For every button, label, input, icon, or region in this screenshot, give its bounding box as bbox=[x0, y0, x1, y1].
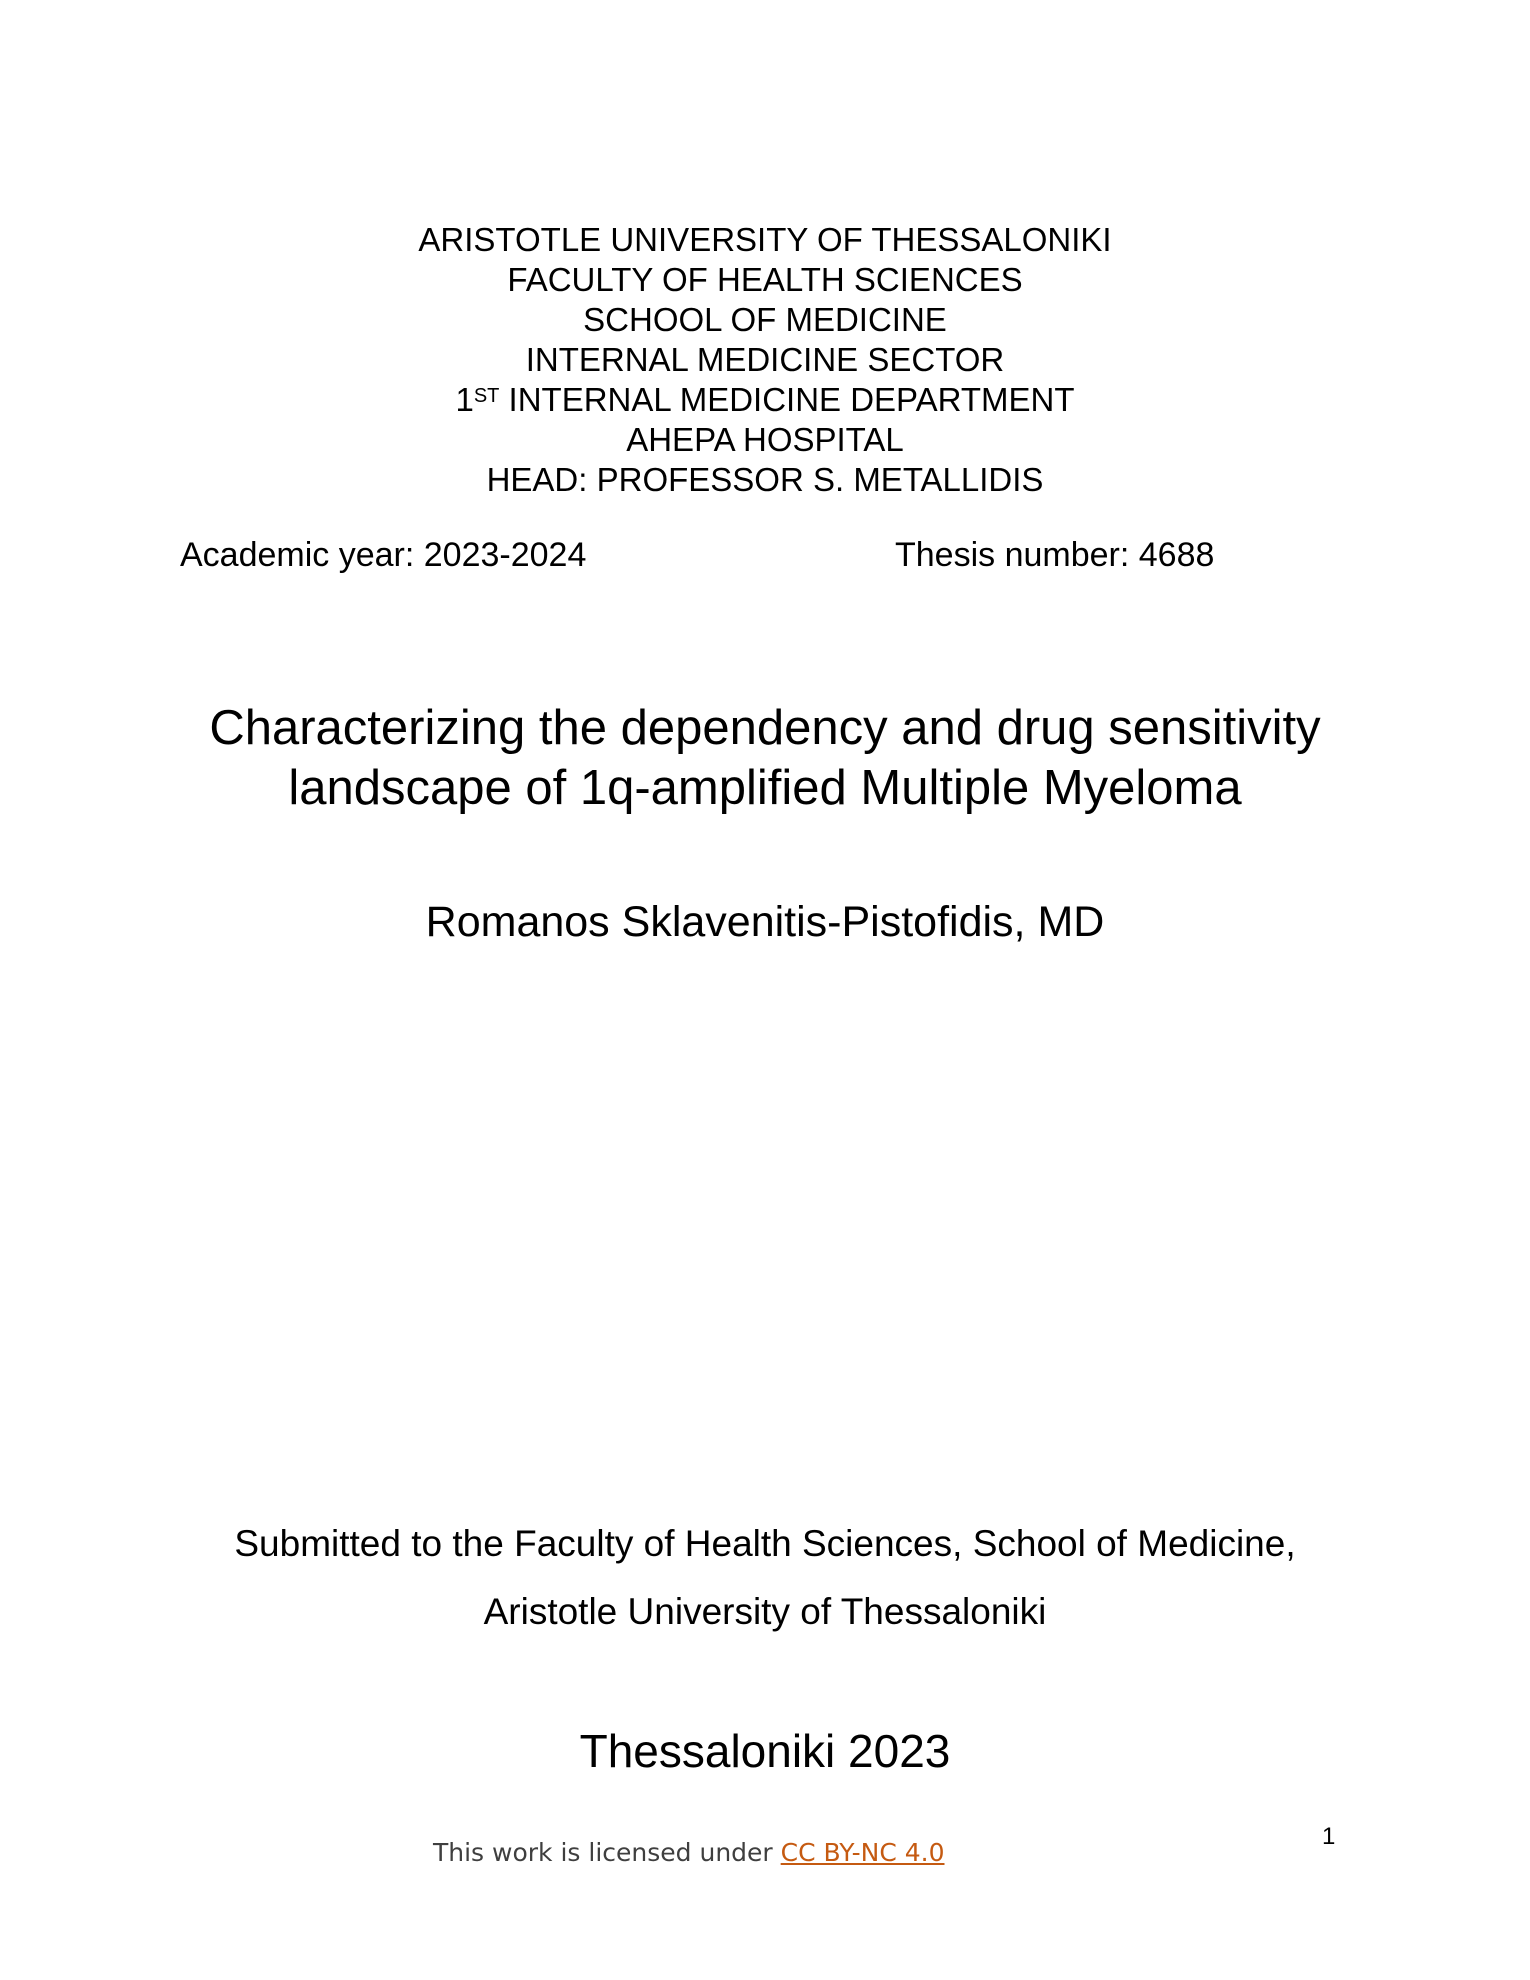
thesis-title-line-1: Characterizing the dependency and drug sensitivity bbox=[209, 701, 1321, 755]
department-name bbox=[0, 380, 1530, 420]
page-number: 1 bbox=[1322, 1823, 1336, 1850]
academic-year: Academic year: 2023-2024 bbox=[180, 536, 587, 574]
license-notice bbox=[433, 1838, 945, 1867]
university-name: ARISTOTLE UNIVERSITY OF THESSALONIKI bbox=[418, 221, 1112, 258]
sector-name: INTERNAL MEDICINE SECTOR bbox=[525, 341, 1005, 378]
license-link[interactable]: CC BY-NC 4.0 bbox=[780, 1838, 945, 1867]
author-name: Romanos Sklavenitis-Pistofidis, MD bbox=[425, 898, 1105, 946]
department-label: INTERNAL MEDICINE DEPARTMENT bbox=[499, 381, 1075, 418]
school-name: SCHOOL OF MEDICINE bbox=[583, 301, 947, 338]
submission-statement bbox=[0, 1510, 1530, 1646]
place-and-year: Thessaloniki 2023 bbox=[579, 1725, 951, 1777]
thesis-title-line-2: landscape of 1q-amplified Multiple Myeloma bbox=[288, 761, 1242, 815]
institution-header bbox=[0, 220, 1530, 500]
department-ordinal-suffix: ST bbox=[473, 385, 500, 407]
department-ordinal: 1 bbox=[455, 381, 474, 418]
license-text: This work is licensed under bbox=[433, 1838, 781, 1867]
hospital-name: AHEPA HOSPITAL bbox=[626, 421, 904, 458]
thesis-title bbox=[0, 698, 1530, 818]
department-head: HEAD: PROFESSOR S. METALLIDIS bbox=[486, 461, 1044, 498]
submission-line-1: Submitted to the Faculty of Health Sciences, School of Medicine, bbox=[234, 1523, 1296, 1564]
faculty-name: FACULTY OF HEALTH SCIENCES bbox=[507, 261, 1023, 298]
submission-line-2: Aristotle University of Thessaloniki bbox=[483, 1591, 1047, 1632]
thesis-number: Thesis number: 4688 bbox=[895, 536, 1215, 574]
